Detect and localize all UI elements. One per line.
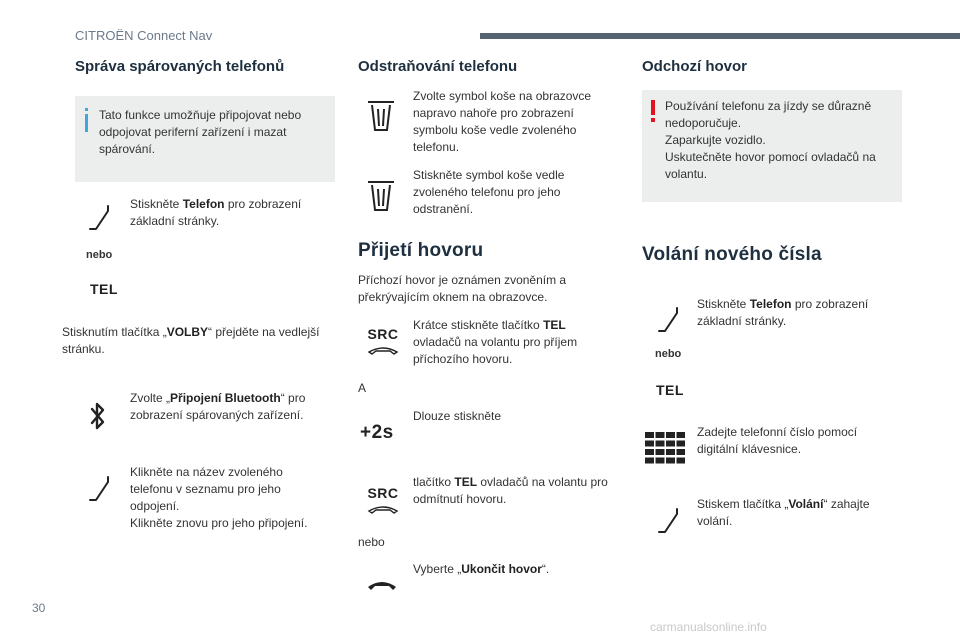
bluetooth-icon (88, 400, 108, 432)
step-press-phone: Stiskněte Telefon pro zobrazení základní stránky. (130, 197, 302, 228)
tel-button-label: TEL (90, 281, 118, 297)
trash-icon (366, 98, 396, 132)
info-icon (85, 114, 88, 132)
header-bar (480, 33, 960, 39)
or-label: nebo (655, 348, 682, 360)
src-button-icon (366, 326, 400, 358)
warning-line3: Uskutečněte hovor pomocí ovladačů na volantu. (665, 150, 876, 181)
or-label: nebo (358, 535, 385, 549)
tel-button-label: TEL (656, 382, 684, 398)
options-paragraph: Stisknutím tlačítka „VOLBY“ přejděte na vedlejší stránku. (62, 325, 320, 356)
warning-icon (651, 100, 655, 115)
section-title-accept-call: Přijetí hovoru (358, 240, 484, 261)
section-title-outgoing-call: Odchozí hovor (642, 58, 747, 75)
phone-icon (86, 203, 114, 233)
section-title-new-number: Volání nového čísla (642, 244, 822, 265)
keypad-icon (645, 432, 685, 464)
step-press-phone: Stiskněte Telefon pro zobrazení základní stránky. (697, 297, 869, 328)
incoming-call-intro: Příchozí hovor je oznámen zvoněním a překrývajícím oknem na obrazovce. (358, 273, 567, 304)
a-label: A (358, 381, 367, 395)
phone-icon (86, 474, 114, 504)
section-title-delete-phone: Odstraňování telefonu (358, 58, 518, 75)
trash-icon (366, 178, 396, 212)
warning-line1: Používání telefonu za jízdy se důrazně nedoporučuje. (665, 99, 872, 130)
step-keypad: Zadejte telefonní číslo pomocí digitální klávesnice. (697, 425, 858, 456)
warning-line2: Zaparkujte vozidlo. (665, 133, 766, 147)
page-number: 30 (32, 601, 46, 615)
end-call-step: Vyberte „Ukončit hovor“. (413, 562, 550, 576)
warning-icon-dot (651, 118, 655, 122)
step-select-phone (130, 464, 325, 532)
info-note-text: Tato funkce umožňuje připojovat nebo odpojovat periferní zařízení i mazat spárování. (99, 108, 302, 156)
reject-step: tlačítko TEL ovladačů na volantu pro odmítnutí hovoru. (413, 475, 608, 506)
step-call: Stiskem tlačítka „Volání“ zahajte volání. (697, 497, 870, 528)
long-press-text: Dlouze stiskněte (413, 409, 502, 423)
delete-step1: Zvolte symbol koše na obrazovce napravo nahoře pro zobrazení symbolu koše vedle zvoleného telefonu. (413, 89, 592, 154)
watermark: carmanualsonline.info (650, 620, 767, 634)
warning-note-text (665, 98, 895, 183)
step-select-phone-line2: Klikněte znovu pro jeho připojení. (130, 516, 308, 530)
handset-icon (366, 503, 400, 515)
src-button-icon (366, 485, 400, 517)
phone-icon (655, 506, 683, 536)
section-title-paired-phones: Správa spárovaných telefonů (75, 58, 285, 75)
warning-note (642, 90, 902, 202)
src-label: SRC (367, 326, 399, 342)
accept-step: Krátce stiskněte tlačítko TEL ovladačů na volantu pro příjem příchozího hovoru. (413, 318, 578, 366)
header-brand: CITROËN Connect Nav (75, 28, 213, 43)
plus-2s-label: +2s (360, 422, 394, 443)
phone-icon (655, 305, 683, 335)
step-select-phone-line1: Klikněte na název zvoleného telefonu v seznamu pro jeho odpojení. (130, 465, 283, 513)
or-label: nebo (86, 249, 113, 261)
hang-up-icon (366, 578, 398, 592)
delete-step2: Stiskněte symbol koše vedle zvoleného telefonu pro jeho odstranění. (413, 168, 565, 216)
long-press-icon (360, 422, 402, 450)
info-note (75, 96, 335, 182)
info-icon-dot (85, 108, 88, 111)
handset-icon (366, 344, 400, 356)
step-bluetooth: Zvolte „Připojení Bluetooth“ pro zobrazení spárovaných zařízení. (130, 391, 306, 422)
src-label: SRC (367, 485, 399, 501)
